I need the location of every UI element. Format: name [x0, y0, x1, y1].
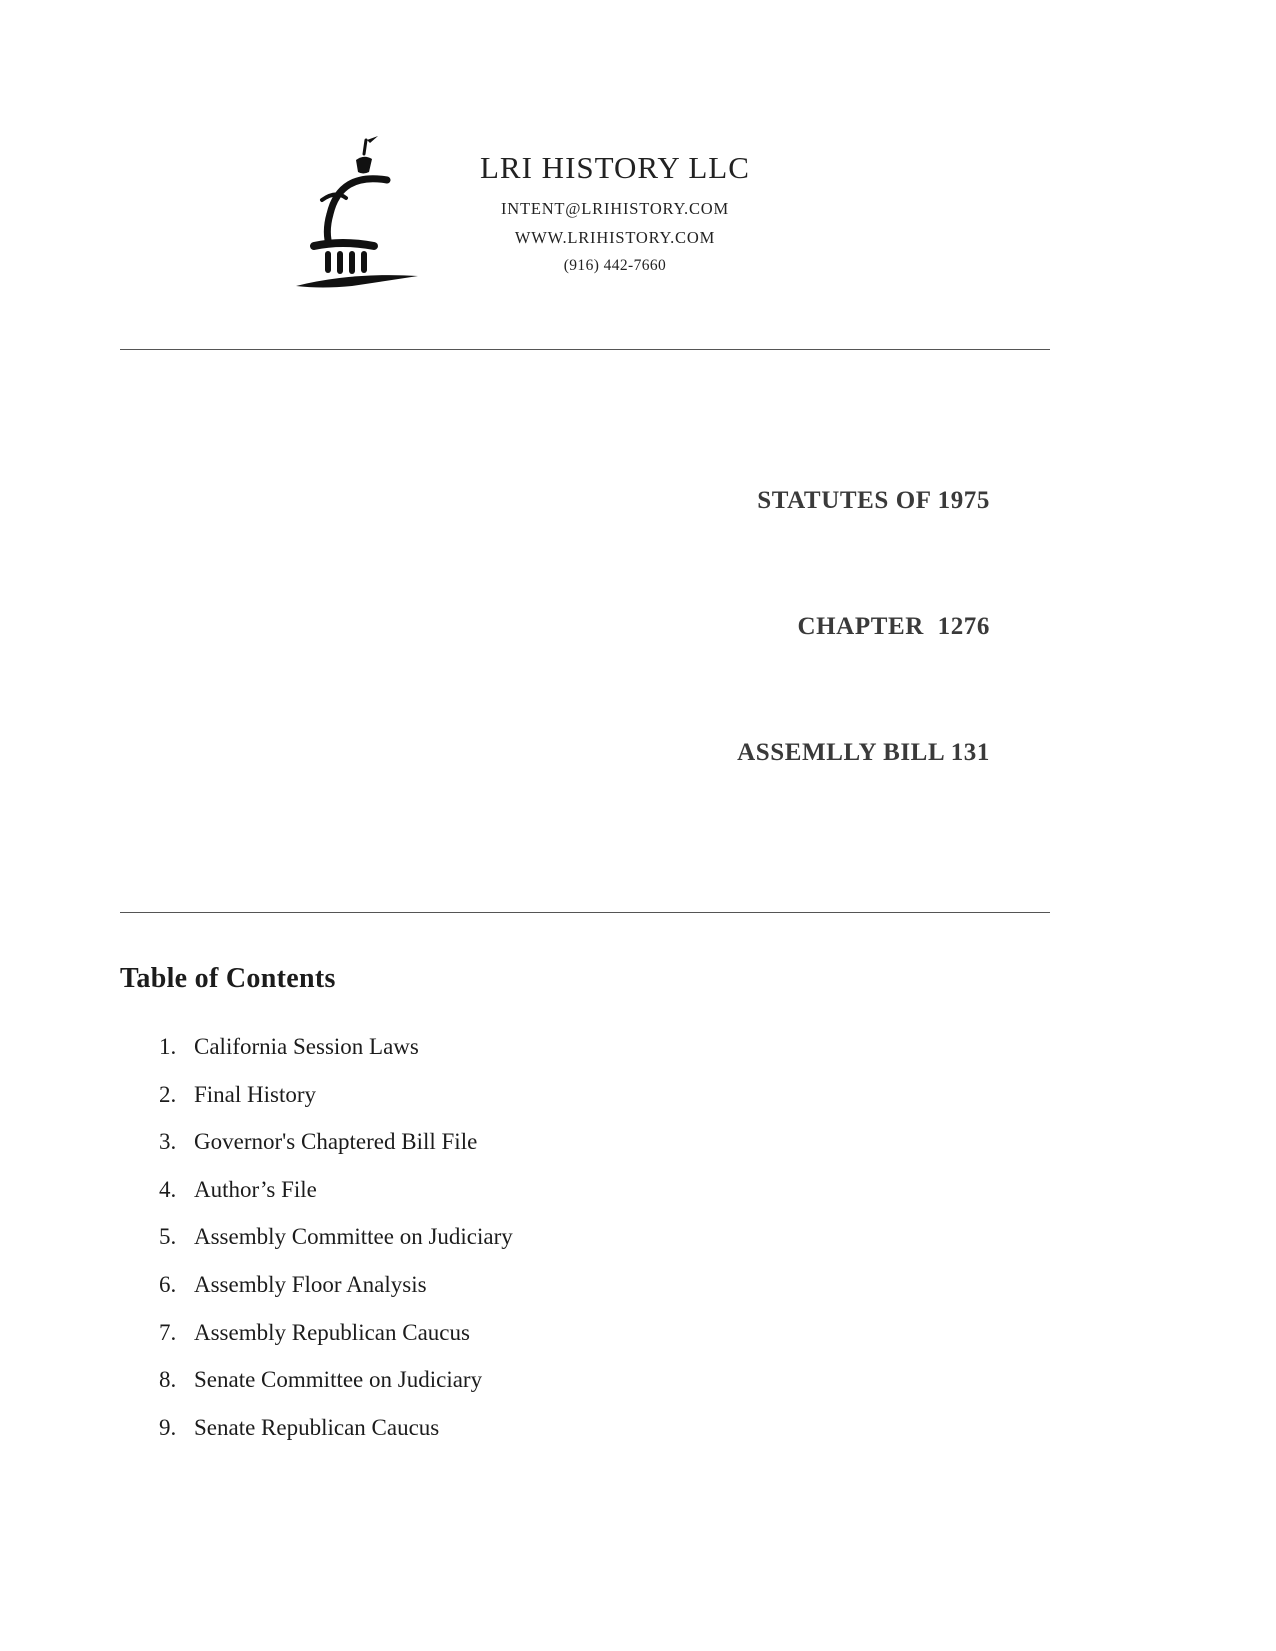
toc-item: 4. Author’s File — [182, 1176, 1050, 1204]
toc-item: 1. California Session Laws — [182, 1033, 1050, 1061]
capitol-logo-icon — [292, 128, 452, 293]
statute-title-block — [120, 396, 1050, 858]
statutes-line: STATUTES OF 1975 — [757, 487, 990, 514]
letterhead — [292, 128, 1276, 293]
horizontal-rule-bottom — [120, 912, 1050, 913]
toc-heading: Table of Contents — [120, 963, 336, 994]
company-phone: (916) 442-7660 — [563, 257, 667, 274]
toc-item: 7. Assembly Republican Caucus — [182, 1319, 1050, 1347]
toc-item: 8. Senate Committee on Judiciary — [182, 1366, 1050, 1394]
chapter-line: CHAPTER 1276 — [797, 613, 990, 640]
horizontal-rule-top — [120, 349, 1050, 350]
company-name: LRI HISTORY LLC — [480, 150, 750, 185]
toc-item: 2. Final History — [182, 1081, 1050, 1109]
page-content — [120, 349, 1050, 1441]
toc-list — [120, 1033, 1050, 1441]
toc-item: 5. Assembly Committee on Judiciary — [182, 1223, 1050, 1251]
toc-item: 3. Governor's Chaptered Bill File — [182, 1128, 1050, 1156]
toc-item: 9. Senate Republican Caucus — [182, 1414, 1050, 1442]
toc-item: 6. Assembly Floor Analysis — [182, 1271, 1050, 1299]
company-website: WWW.LRIHISTORY.COM — [514, 228, 716, 247]
company-email: INTENT@LRIHISTORY.COM — [500, 199, 729, 218]
letterhead-text — [480, 128, 750, 275]
assembly-bill-line: ASSEMLLY BILL 131 — [737, 739, 990, 766]
